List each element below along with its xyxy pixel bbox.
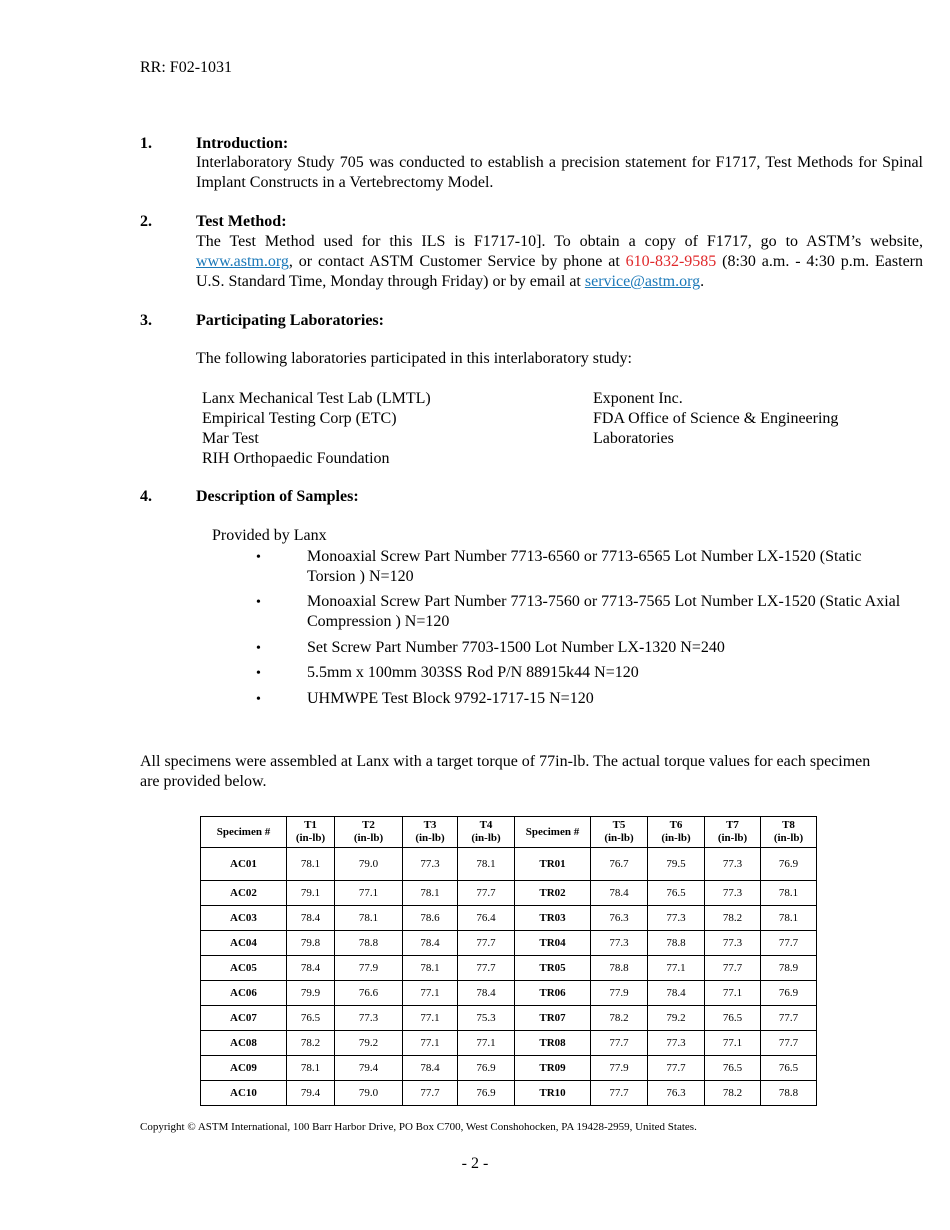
specimen-id-cell: AC09 [201, 1056, 287, 1081]
torque-value-cell: 79.5 [648, 848, 705, 881]
table-row [201, 881, 817, 906]
page-number: - 2 - [461, 1155, 489, 1172]
torque-value-cell: 77.1 [335, 881, 403, 906]
section-2-number: 2. [140, 213, 152, 230]
section-2-title: Test Method: [196, 213, 287, 230]
torque-value-cell: 79.4 [335, 1056, 403, 1081]
table-column-header: T6 (in-lb) [648, 817, 705, 848]
torque-value-cell: 76.5 [648, 881, 705, 906]
labs-right-column [593, 389, 838, 449]
torque-value-cell: 77.3 [648, 906, 705, 931]
section-3-number: 3. [140, 312, 152, 329]
astm-website-link[interactable]: www.astm.org [196, 253, 289, 270]
section-2-text-d: . [700, 273, 705, 290]
report-id: RR: F02-1031 [140, 59, 233, 76]
torque-value-cell: 77.7 [591, 1081, 648, 1106]
specimen-id-cell: AC07 [201, 1006, 287, 1031]
specimen-id-cell: TR09 [515, 1056, 591, 1081]
torque-value-cell: 77.7 [458, 881, 515, 906]
torque-value-cell: 78.1 [403, 881, 458, 906]
torque-value-cell: 77.7 [458, 931, 515, 956]
torque-value-cell: 77.7 [648, 1056, 705, 1081]
section-2-text-b: , or contact ASTM Customer Service by phone at [288, 253, 626, 270]
provided-by: Provided by Lanx [212, 527, 327, 544]
torque-value-cell: 77.7 [761, 1031, 817, 1056]
torque-value-cell: 77.9 [591, 1056, 648, 1081]
torque-value-cell: 77.7 [458, 956, 515, 981]
section-1-title: Introduction: [196, 135, 289, 152]
torque-value-cell: 77.7 [761, 931, 817, 956]
table-row [201, 906, 817, 931]
sample-item: 5.5mm x 100mm 303SS Rod P/N 88915k44 N=120 [307, 664, 639, 681]
sample-item: Set Screw Part Number 7703-1500 Lot Number LX-1320 N=240 [307, 639, 725, 656]
table-row [201, 956, 817, 981]
specimen-id-cell: TR02 [515, 881, 591, 906]
section-2-text-c: (8:30 a.m. - 4:30 p.m. Eastern U.S. Standard Time, Monday through Friday) or by email at [196, 253, 924, 290]
assembly-note: All specimens were assembled at Lanx with a target torque of 77in-lb. The actual torque values for each specimen are provided below. [140, 753, 871, 790]
section-4-title: Description of Samples: [196, 488, 359, 505]
torque-value-cell: 78.1 [458, 848, 515, 881]
section-2-text [196, 232, 923, 292]
torque-value-cell: 76.5 [705, 1056, 761, 1081]
torque-value-cell: 76.9 [761, 848, 817, 881]
torque-value-cell: 78.6 [403, 906, 458, 931]
torque-value-cell: 79.2 [648, 1006, 705, 1031]
torque-value-cell: 78.4 [591, 881, 648, 906]
specimen-id-cell: TR01 [515, 848, 591, 881]
torque-table [200, 816, 817, 1106]
torque-value-cell: 76.3 [591, 906, 648, 931]
torque-table-body [201, 848, 817, 1106]
sample-item: Monoaxial Screw Part Number 7713-7560 or 7713-7565 Lot Number LX-1520 (Static Axial Compression ) N=120 [307, 593, 901, 630]
specimen-id-cell: AC05 [201, 956, 287, 981]
bullet-icon: • [256, 666, 261, 681]
sample-item: Monoaxial Screw Part Number 7713-6560 or 7713-6565 Lot Number LX-1520 (Static Torsion ) N=120 [307, 548, 862, 585]
torque-value-cell: 77.3 [705, 848, 761, 881]
table-column-header: Specimen # [515, 817, 591, 848]
specimen-id-cell: AC04 [201, 931, 287, 956]
table-column-header: T7 (in-lb) [705, 817, 761, 848]
torque-value-cell: 76.9 [458, 1081, 515, 1106]
lab-item: RIH Orthopaedic Foundation [202, 450, 390, 467]
torque-value-cell: 77.7 [403, 1081, 458, 1106]
torque-value-cell: 77.9 [335, 956, 403, 981]
section-1-text: Interlaboratory Study 705 was conducted to establish a precision statement for F1717, Test Methods for Spinal Implant Constructs in a Vertebrectomy Model. [196, 154, 923, 191]
bullet-icon: • [256, 550, 261, 565]
torque-value-cell: 77.3 [335, 1006, 403, 1031]
table-column-header: T4 (in-lb) [458, 817, 515, 848]
copyright-notice: Copyright © ASTM International, 100 Barr Harbor Drive, PO Box C700, West Conshohocken, PA 19428-2959, United States. [140, 1121, 697, 1133]
torque-value-cell: 78.8 [761, 1081, 817, 1106]
specimen-id-cell: AC10 [201, 1081, 287, 1106]
torque-table-header [201, 817, 817, 848]
torque-value-cell: 77.1 [403, 1006, 458, 1031]
torque-value-cell: 78.2 [705, 1081, 761, 1106]
table-column-header: T8 (in-lb) [761, 817, 817, 848]
table-row [201, 1056, 817, 1081]
lab-item: Exponent Inc. [593, 390, 683, 407]
torque-value-cell: 77.3 [705, 931, 761, 956]
table-column-header: T1 (in-lb) [287, 817, 335, 848]
section-4-number: 4. [140, 488, 152, 505]
torque-value-cell: 77.9 [591, 981, 648, 1006]
torque-value-cell: 78.4 [648, 981, 705, 1006]
torque-value-cell: 77.1 [458, 1031, 515, 1056]
torque-value-cell: 78.8 [335, 931, 403, 956]
torque-value-cell: 76.5 [287, 1006, 335, 1031]
torque-value-cell: 77.1 [648, 956, 705, 981]
torque-value-cell: 78.8 [648, 931, 705, 956]
torque-value-cell: 79.0 [335, 1081, 403, 1106]
table-row [201, 1006, 817, 1031]
torque-value-cell: 77.7 [591, 1031, 648, 1056]
torque-value-cell: 76.9 [761, 981, 817, 1006]
table-row [201, 981, 817, 1006]
bullet-icon: • [256, 595, 261, 610]
torque-value-cell: 79.1 [287, 881, 335, 906]
torque-value-cell: 78.1 [761, 906, 817, 931]
table-column-header: Specimen # [201, 817, 287, 848]
table-column-header: T2 (in-lb) [335, 817, 403, 848]
torque-value-cell: 77.3 [403, 848, 458, 881]
torque-value-cell: 76.5 [705, 1006, 761, 1031]
torque-value-cell: 78.4 [403, 931, 458, 956]
specimen-id-cell: AC02 [201, 881, 287, 906]
sample-item: UHMWPE Test Block 9792-1717-15 N=120 [307, 690, 594, 707]
lab-item: FDA Office of Science & Engineering [593, 410, 839, 427]
lab-item: Laboratories [593, 430, 674, 447]
torque-value-cell: 77.3 [705, 881, 761, 906]
specimen-id-cell: AC01 [201, 848, 287, 881]
torque-value-cell: 78.1 [335, 906, 403, 931]
torque-value-cell: 77.3 [591, 931, 648, 956]
torque-value-cell: 76.9 [458, 1056, 515, 1081]
torque-value-cell: 79.8 [287, 931, 335, 956]
section-3-title: Participating Laboratories: [196, 312, 384, 329]
labs-intro: The following laboratories participated in this interlaboratory study: [196, 350, 632, 367]
lab-item: Lanx Mechanical Test Lab (LMTL) [202, 390, 431, 407]
table-row [201, 931, 817, 956]
torque-value-cell: 78.4 [403, 1056, 458, 1081]
customer-service-phone: 610-832-9585 [625, 253, 717, 270]
torque-value-cell: 76.7 [591, 848, 648, 881]
torque-value-cell: 78.1 [761, 881, 817, 906]
table-row [201, 1081, 817, 1106]
torque-value-cell: 78.2 [705, 906, 761, 931]
torque-value-cell: 78.2 [287, 1031, 335, 1056]
specimen-id-cell: TR08 [515, 1031, 591, 1056]
torque-value-cell: 76.5 [761, 1056, 817, 1081]
section-2-text-a: The Test Method used for this ILS is F1717-10]. To obtain a copy of F1717, go to ASTM’s website, [196, 233, 923, 250]
torque-value-cell: 78.9 [761, 956, 817, 981]
torque-value-cell: 77.7 [705, 956, 761, 981]
torque-value-cell: 79.9 [287, 981, 335, 1006]
lab-item: Mar Test [202, 430, 259, 447]
torque-value-cell: 77.7 [761, 1006, 817, 1031]
torque-value-cell: 78.1 [287, 848, 335, 881]
torque-value-cell: 78.4 [287, 956, 335, 981]
table-column-header: T5 (in-lb) [591, 817, 648, 848]
specimen-id-cell: TR04 [515, 931, 591, 956]
torque-value-cell: 77.3 [648, 1031, 705, 1056]
specimen-id-cell: TR07 [515, 1006, 591, 1031]
torque-value-cell: 77.1 [403, 981, 458, 1006]
table-column-header: T3 (in-lb) [403, 817, 458, 848]
torque-value-cell: 76.4 [458, 906, 515, 931]
table-header-row [201, 817, 817, 848]
torque-value-cell: 78.4 [458, 981, 515, 1006]
torque-value-cell: 77.1 [705, 1031, 761, 1056]
torque-value-cell: 78.1 [403, 956, 458, 981]
labs-left-column [202, 389, 431, 469]
specimen-id-cell: AC08 [201, 1031, 287, 1056]
torque-value-cell: 78.2 [591, 1006, 648, 1031]
torque-value-cell: 79.4 [287, 1081, 335, 1106]
service-email-link[interactable]: service@astm.org [584, 273, 701, 290]
specimen-id-cell: TR03 [515, 906, 591, 931]
lab-item: Empirical Testing Corp (ETC) [202, 410, 397, 427]
torque-value-cell: 77.1 [403, 1031, 458, 1056]
torque-value-cell: 77.1 [705, 981, 761, 1006]
torque-value-cell: 76.3 [648, 1081, 705, 1106]
section-1-number: 1. [140, 135, 152, 152]
torque-value-cell: 76.6 [335, 981, 403, 1006]
bullet-icon: • [256, 641, 261, 656]
torque-value-cell: 75.3 [458, 1006, 515, 1031]
bullet-icon: • [256, 692, 261, 707]
table-row [201, 848, 817, 881]
specimen-id-cell: TR10 [515, 1081, 591, 1106]
torque-value-cell: 78.1 [287, 1056, 335, 1081]
specimen-id-cell: TR06 [515, 981, 591, 1006]
specimen-id-cell: TR05 [515, 956, 591, 981]
specimen-id-cell: AC03 [201, 906, 287, 931]
torque-value-cell: 78.4 [287, 906, 335, 931]
table-row [201, 1031, 817, 1056]
torque-value-cell: 78.8 [591, 956, 648, 981]
torque-value-cell: 79.2 [335, 1031, 403, 1056]
torque-value-cell: 79.0 [335, 848, 403, 881]
specimen-id-cell: AC06 [201, 981, 287, 1006]
